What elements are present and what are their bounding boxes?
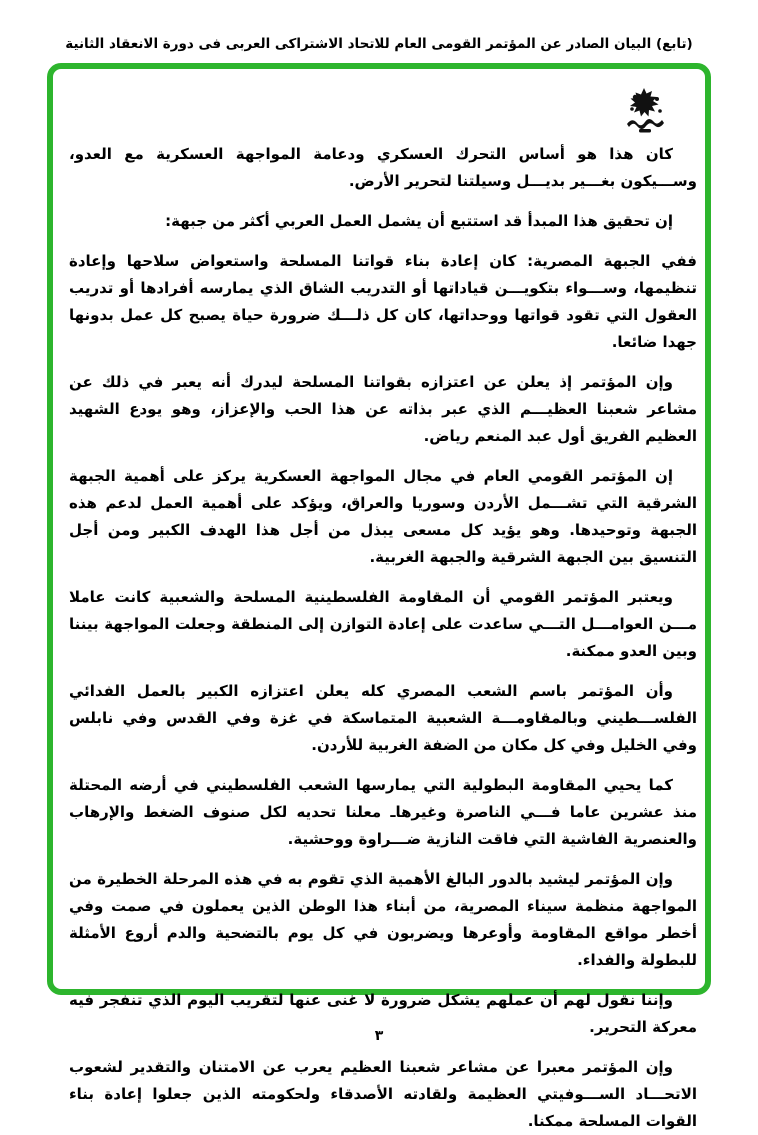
document-frame	[47, 63, 711, 1130]
paragraph: وإننا نقول لهم أن عملهم يشكل ضرورة لا غنى عنها لتقريب اليوم الذي تنفجر فيه معركة التحرير.	[69, 991, 697, 1036]
document-text-body	[53, 141, 705, 1130]
paragraph: وإن المؤتمر معبرا عن مشاعر شعبنا العظيم يعرب عن الامتنان والتقدير لشعوب الاتحـــاد الســـوفيتي العظيمة ولقادته الأصدقاء ولحكومته الذين جعلوا إعادة بناء القوات المسلحة ممكنا.	[69, 1058, 697, 1130]
page-number: ٣	[374, 1028, 384, 1044]
page-header-title: (تابع) البيان الصادر عن المؤتمر القومى العام للاتحاد الاشتراكى العربى فى دورة الانعقاد الثانية	[65, 36, 693, 52]
ink-stamp-signature-icon	[617, 87, 669, 135]
paragraph: وإن المؤتمر ليشيد بالدور البالغ الأهمية الذي تقوم به في هذه المرحلة الخطيرة من المواجهة منظمة سيناء المصرية، من أبناء هذا الوطن الذين يعملون في صمت وفي أخطر مواقع المقاومة وأوعرها ويضربون في كل يوم بالتضحية والدم أروع الأمثلة للبطولة والفداء.	[69, 870, 697, 969]
paragraph: وأن المؤتمر باسم الشعب المصري كله يعلن اعتزازه الكبير بالعمل الفدائي الفلســـطيني وبالمقاومـــة الشعبية المتماسكة في غزة وفي القدس وفي نابلس وفي الخليل وفي كل مكان من الضفة الغربية للأردن.	[69, 682, 697, 754]
paragraph: كان هذا هو أساس التحرك العسكري ودعامة المواجهة العسكرية مع العدو، وســـيكون بغـــير بديـــل وسيلتنا لتحرير الأرض.	[69, 145, 697, 190]
paragraph: إن المؤتمر القومي العام في مجال المواجهة العسكرية يركز على أهمية الجبهة الشرقية التي تشـــمل الأردن وسوريا والعراق، ويؤكد على أهمية العمل لدعم هذه الجبهة وتوحيدها. وهو يؤيد كل مسعى يبذل من أجل هذا الهدف الكبير ومن أجل التنسيق بين الجبهة الشرقية والجبهة الغربية.	[69, 467, 697, 566]
paragraph: ويعتبر المؤتمر القومي أن المقاومة الفلسطينية المسلحة والشعبية كانت عاملا مـــن العوامـــل التـــي ساعدت على إعادة التوازن إلى المنطقة وجعلت المواجهة بيننا وبين العدو ممكنة.	[69, 588, 697, 660]
paragraph: ففي الجبهة المصرية: كان إعادة بناء قواتنا المسلحة واستعواض سلاحها وإعادة تنظيمها، وســـواء بتكويـــن قياداتها أو التدريب الشاق الذي يمارسه أفرادها أو تدريب العقول التي تقود قواتها ووحداتها، كان كل ذلـــك ضرورة حياة يصبح كل عمل بدونها جهدا ضائعا.	[69, 252, 697, 351]
paragraph: وإن المؤتمر إذ يعلن عن اعتزازه بقواتنا المسلحة ليدرك أنه يعبر في ذلك عن مشاعر شعبنا العظيـــم الذي عبر بذاته عن هذا الحب والإعزاز، وهو يودع الشهيد العظيم الفريق أول عبد المنعم رياض.	[69, 373, 697, 445]
paragraph: إن تحقيق هذا المبدأ قد استتبع أن يشمل العمل العربي أكثر من جبهة:	[165, 212, 673, 230]
paragraph: كما يحيي المقاومة البطولية التي يمارسها الشعب الفلسطيني في أرضه المحتلة منذ عشرين عاما فـــي الناصرة وغيرهاـ معلنا تحديه لكل صنوف الضغط والإرهاب والعنصرية الفاشية التي فاقت النازية ضـــراوة ووحشية.	[69, 776, 697, 848]
